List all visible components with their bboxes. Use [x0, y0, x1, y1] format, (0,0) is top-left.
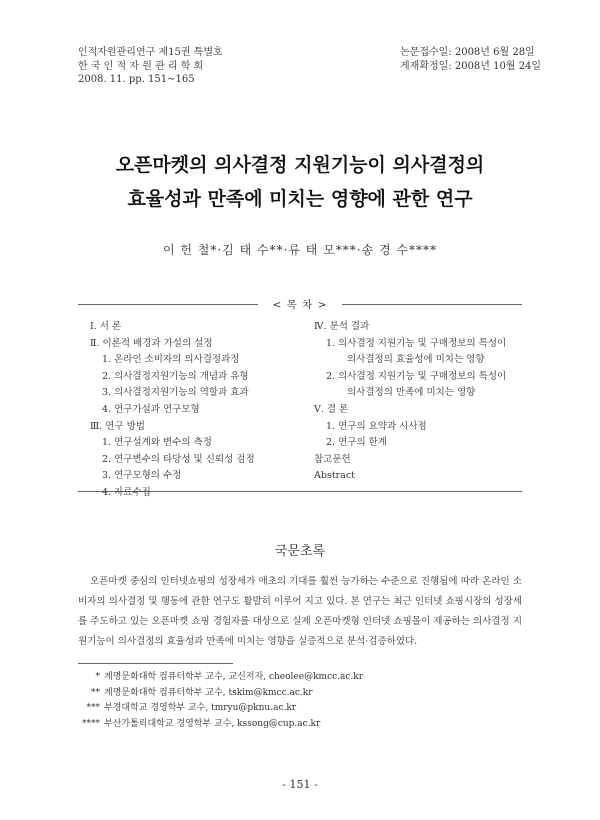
toc-subsection: 2. 연구의 한계 [326, 437, 387, 449]
toc-subsection: 의사결정의 만족에 미치는 영향 [347, 387, 476, 399]
footnote-divider [78, 663, 233, 664]
toc-subsection: 의사결정의 효율성에 미치는 영향 [347, 354, 485, 366]
footnotes [78, 670, 363, 732]
toc-section: Ⅱ. 이론적 배경과 가설의 설정 [90, 337, 213, 349]
author-list: 이 헌 철*·김 태 수**·류 태 모***·송 경 수**** [162, 243, 438, 257]
table-of-contents [78, 299, 522, 498]
footnote-item [78, 717, 363, 733]
abstract-heading: 국문초록 [274, 544, 326, 559]
received-date: 논문접수일: 2008년 6월 28일 [400, 47, 535, 58]
toc-subsection: 4. 연구가설과 연구모형 [102, 403, 200, 415]
footnote-mark: **** [82, 718, 100, 729]
abstract-paragraph: 오픈마켓 중심의 인터넷쇼핑의 성장세가 애초의 기대를 훨씬 능가하는 수준으로 진행됨에 따라 온라인 소비자의 의사결정 및 행동에 관한 연구도 활발히 이루어 지고 있다. 본 연구는 최근 인터넷 쇼핑시장의 성장세를 주도하고 있는 오픈마켓 쇼핑 경험자를 대상으로 실제 오픈마켓형 인터넷 쇼핑몰이 제공하는 의사결정 지원기능이 의사결정의 효율성과 만족에 미치는 영향을 실증적으로 분석·검증하였다. [78, 576, 522, 647]
footnote-mark: * [95, 672, 100, 682]
toc-section: Ⅲ. 연구 방법 [90, 420, 145, 432]
toc-left-column [90, 319, 305, 502]
toc-section: Abstract [314, 470, 355, 482]
issue-pages: 2008. 11. pp. 151∼165 [78, 74, 195, 85]
toc-section: Ⅴ. 결 론 [314, 403, 349, 415]
journal-name: 인적자원관리연구 제15권 특별호 [78, 47, 223, 58]
society-name: 한 국 인 적 자 원 관 리 학 회 [78, 60, 204, 72]
toc-subsection: 2. 의사결정 지원기능 및 구매정보의 특성이 [326, 370, 507, 382]
toc-subsection: 4. 자료수집 [102, 486, 151, 498]
toc-section: Ⅰ. 서 론 [90, 321, 122, 332]
footnote-text: 계명문화대학 컴퓨터학부 교수, 교신저자, cheolee@kmcc.ac.kr [104, 672, 364, 682]
footnote-mark: ** [91, 687, 100, 698]
page-number: - 151 - [282, 778, 318, 791]
toc-subsection: 3. 연구모형의 수정 [102, 470, 182, 482]
toc-subsection: 1. 온라인 소비자의 의사결정과정 [102, 354, 240, 366]
title-line-1: 오픈마켓의 의사결정 지원기능이 의사결정의 [115, 154, 485, 176]
footnote-item [78, 686, 363, 702]
footnote-text: 부산가톨릭대학교 경영학부 교수, kssong@cup.ac.kr [104, 718, 321, 729]
toc-section: Ⅳ. 분석 결과 [314, 321, 370, 332]
abstract-body [78, 572, 522, 652]
toc-section: 참고문헌 [314, 453, 351, 465]
running-header-right [400, 46, 541, 73]
toc-subsection: 1. 연구설계와 변수의 측정 [102, 437, 212, 449]
toc-heading: < 목 차 > [258, 297, 342, 312]
footnote-text: 부경대학교 경영학부 교수, tmryu@pknu.ac.kr [104, 703, 297, 713]
accepted-date: 게재확정일: 2008년 10월 24일 [400, 60, 542, 72]
footnote-text: 계명문화대학 컴퓨터학부 교수, tskim@kmcc.ac.kr [104, 687, 313, 698]
footnote-item [78, 670, 363, 686]
toc-right-column [314, 319, 519, 485]
paper-title [0, 148, 600, 216]
toc-subsection: 2. 연구변수의 타당성 및 신뢰성 검정 [102, 453, 255, 465]
toc-subsection: 2. 의사결정지원기능의 개념과 유형 [102, 370, 249, 382]
footnote-item [78, 701, 363, 717]
toc-subsection: 3. 의사결정지원기능의 역할과 효과 [102, 387, 249, 399]
toc-subsection: 1. 의사결정 지원기능 및 구매정보의 특성이 [326, 337, 507, 349]
running-header-left [78, 46, 223, 87]
title-line-2: 효율성과 만족에 미치는 영향에 관한 연구 [127, 188, 473, 210]
toc-subsection: 1. 연구의 요약과 시사점 [326, 420, 427, 432]
footnote-mark: *** [86, 703, 100, 713]
